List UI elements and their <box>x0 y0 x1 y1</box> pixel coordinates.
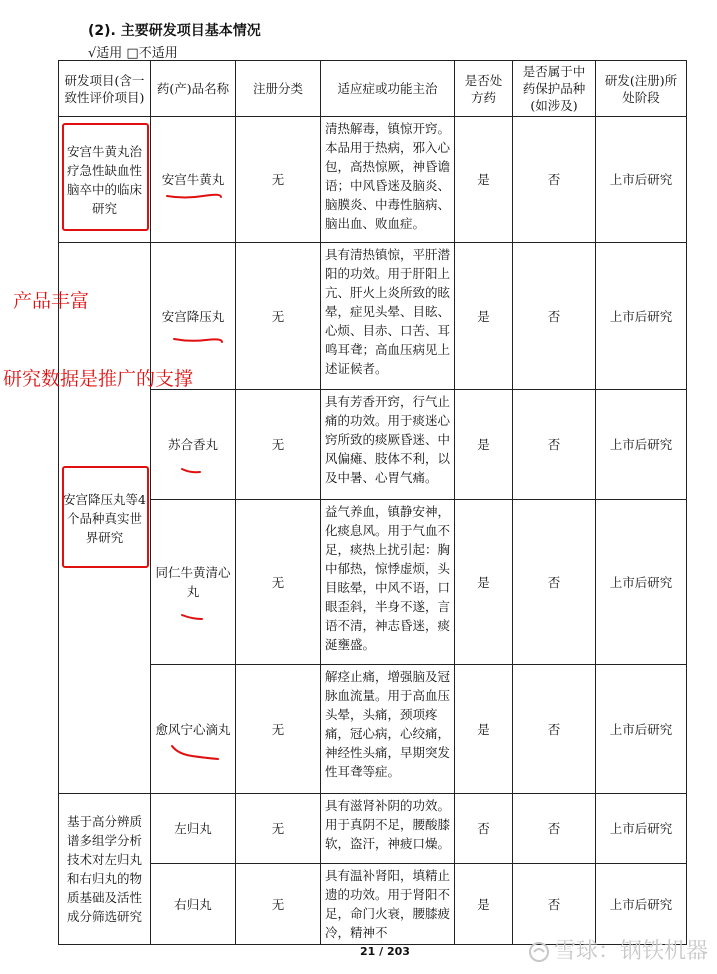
reg-cell: 无 <box>236 500 321 665</box>
underline-mark <box>180 467 202 475</box>
table-row <box>59 794 687 864</box>
underline-mark <box>172 336 224 344</box>
annotation-rich-products: 产品丰富 <box>13 290 90 312</box>
rd-projects-table <box>58 60 687 945</box>
indication-cell: 解痉止痛，增强脑及冠脉血流量。用于高血压头晕，头痛，颈项疼痛，冠心病，心绞痛，神经性头痛，早期突发性耳聋等症。 <box>321 665 455 794</box>
indication-cell: 具有清热镇惊，平肝潜阳的功效。用于肝阳上亢、肝火上炎所致的眩晕，症见头晕、目眩、心烦、目赤、口苦、耳鸣耳聋；高血压病见上述证候者。 <box>321 243 455 390</box>
protected-cell: 否 <box>513 500 596 665</box>
highlight-box-project-1 <box>62 123 149 231</box>
highlight-box-project-2 <box>62 466 149 568</box>
page-number: 21 / 203 <box>360 945 410 958</box>
project-cell: 基于高分辨质谱多组学分析技术对左归丸和右归丸的物质基础及活性成分筛选研究 <box>59 794 151 945</box>
indication-cell: 具有滋肾补阴的功效。用于真阴不足，腰酸膝软，盗汗，神疲口燥。 <box>321 794 455 864</box>
rx-cell: 是 <box>455 117 513 243</box>
stage-cell: 上市后研究 <box>596 794 687 864</box>
reg-cell: 无 <box>236 794 321 864</box>
indication-cell: 益气养血，镇静安神，化痰息风。用于气血不足，痰热上扰引起：胸中郁热，惊悸虚烦，头目眩晕，中风不语，口眼歪斜，半身不遂，言语不清，神志昏迷，痰涎壅盛。 <box>321 500 455 665</box>
col-header-rx: 是否处方药 <box>455 61 513 117</box>
watermark-text: 雪球：钢铁机器 <box>554 939 709 964</box>
protected-cell: 否 <box>513 117 596 243</box>
table-row <box>59 500 687 665</box>
snowball-logo-icon <box>528 941 550 963</box>
table-row <box>59 665 687 794</box>
stage-cell: 上市后研究 <box>596 665 687 794</box>
reg-cell: 无 <box>236 390 321 500</box>
table-row <box>59 390 687 500</box>
section-heading: (2). 主要研发项目基本情况 <box>88 23 261 39</box>
table-row <box>59 864 687 945</box>
stage-cell: 上市后研究 <box>596 243 687 390</box>
protected-cell: 否 <box>513 243 596 390</box>
product-name-cell: 左归丸 <box>151 794 236 864</box>
stage-cell: 上市后研究 <box>596 117 687 243</box>
col-header-project: 研发项目(含一致性评价项目) <box>59 61 151 117</box>
protected-cell: 否 <box>513 665 596 794</box>
col-header-name: 药(产)品名称 <box>151 61 236 117</box>
annotation-research-support: 研究数据是推广的支撑 <box>3 368 194 390</box>
header-row <box>59 61 687 117</box>
project-cell: 安宫牛黄丸治疗急性缺血性脑卒中的临床研究 <box>59 117 151 243</box>
indication-cell: 具有温补肾阳，填精止遗的功效。用于肾阳不足，命门火衰，腰膝疲冷，精神不 <box>321 864 455 945</box>
protected-cell: 否 <box>513 794 596 864</box>
rx-cell: 是 <box>455 390 513 500</box>
stage-cell: 上市后研究 <box>596 500 687 665</box>
protected-cell: 否 <box>513 390 596 500</box>
product-name-cell: 同仁牛黄清心丸 <box>151 500 236 665</box>
applicability-line: √适用 □不适用 <box>88 46 178 61</box>
rx-cell: 是 <box>455 864 513 945</box>
stage-cell: 上市后研究 <box>596 390 687 500</box>
underline-mark <box>180 613 204 621</box>
col-header-protected: 是否属于中药保护品种(如涉及) <box>513 61 596 117</box>
rx-cell: 是 <box>455 500 513 665</box>
product-name-cell: 愈风宁心滴丸 <box>151 665 236 794</box>
rx-cell: 是 <box>455 243 513 390</box>
product-name-cell: 苏合香丸 <box>151 390 236 500</box>
product-name-cell: 右归丸 <box>151 864 236 945</box>
col-header-indication: 适应症或功能主治 <box>321 61 455 117</box>
project-cell: 安宫降压丸等4个品种真实世界研究 <box>59 243 151 794</box>
protected-cell: 否 <box>513 864 596 945</box>
reg-cell: 无 <box>236 665 321 794</box>
reg-cell: 无 <box>236 117 321 243</box>
reg-cell: 无 <box>236 864 321 945</box>
reg-cell: 无 <box>236 243 321 390</box>
col-header-reg: 注册分类 <box>236 61 321 117</box>
indication-cell: 清热解毒，镇惊开窍。本品用于热病，邪入心包，高热惊厥，神昏谵语；中风昏迷及脑炎、脑膜炎、中毒性脑病、脑出血、败血症。 <box>321 117 455 243</box>
rx-cell: 是 <box>455 665 513 794</box>
product-name-cell: 安宫牛黄丸 <box>151 117 236 243</box>
col-header-stage: 研发(注册)所处阶段 <box>596 61 687 117</box>
product-name-cell: 安宫降压丸 <box>151 243 236 390</box>
underline-mark <box>170 744 220 762</box>
watermark <box>528 934 708 965</box>
underline-mark <box>165 192 223 200</box>
rx-cell: 否 <box>455 794 513 864</box>
table-row <box>59 117 687 243</box>
indication-cell: 具有芳香开窍，行气止痛的功效。用于痰迷心窍所致的痰厥昏迷、中风偏瘫、肢体不利，以及中暑、心胃气痛。 <box>321 390 455 500</box>
stage-cell: 上市后研究 <box>596 864 687 945</box>
